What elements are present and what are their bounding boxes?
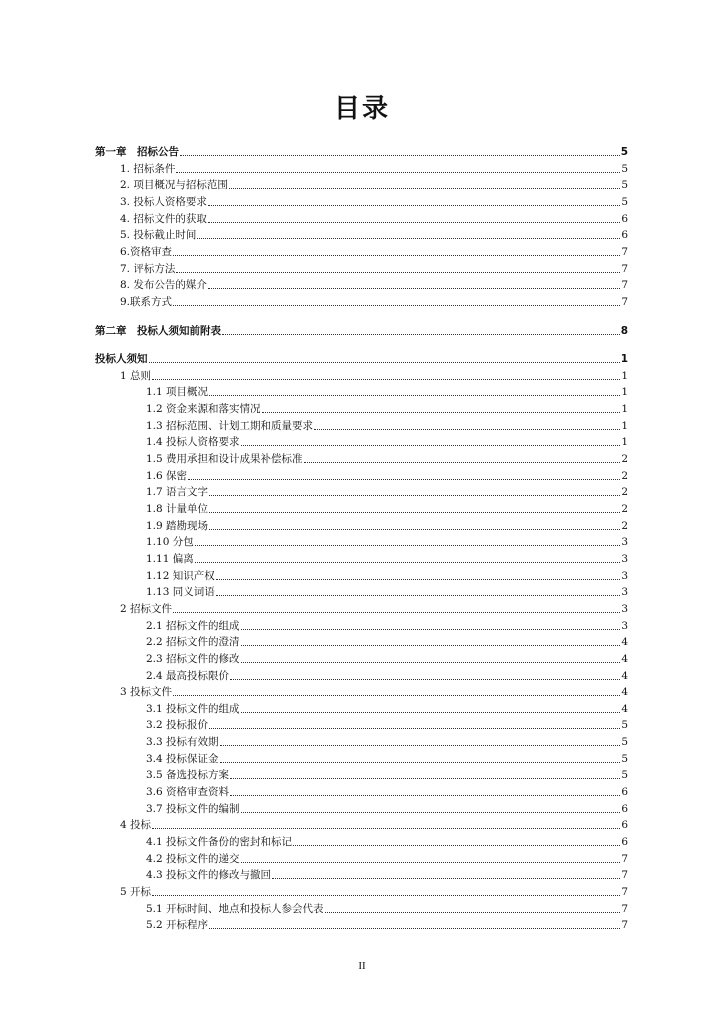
toc-dot-leader [173, 304, 620, 306]
toc-entry-label: 2.1 招标文件的组成 [146, 619, 240, 632]
toc-entry-label: 1.13 同义词语 [146, 586, 215, 599]
toc-entry-label: 5.2 开标程序 [146, 919, 209, 932]
toc-dot-leader [173, 694, 620, 696]
page-title: 目录 [333, 94, 390, 124]
toc-entry-label: 第一章 招标公告 [95, 146, 179, 158]
toc-dot-leader [220, 744, 621, 746]
toc-entry[interactable] [146, 434, 628, 450]
toc-dot-leader [314, 428, 620, 430]
toc-entry-label: 4.3 投标文件的修改与撤回 [146, 869, 272, 882]
toc-entry[interactable] [146, 384, 628, 400]
toc-entry-label: 1.1 项目概况 [146, 386, 209, 399]
toc-entry-label: 2.4 最高投标限价 [146, 669, 230, 682]
toc-dot-leader [152, 827, 620, 829]
toc-entry-page: 3 [621, 619, 628, 632]
toc-entry-page: 7 [621, 279, 628, 292]
toc-entry-page: 5 [621, 195, 628, 208]
toc-entry[interactable] [146, 418, 628, 434]
toc-entry-page: 1 [621, 419, 628, 432]
toc-entry-page: 7 [621, 919, 628, 932]
toc-entry-label: 6.资格审查 [120, 245, 173, 258]
toc-dot-leader [149, 361, 620, 363]
toc-entry-label: 1.6 保密 [146, 469, 188, 482]
toc-entry[interactable] [146, 917, 628, 933]
toc-entry-page: 1 [621, 436, 628, 449]
toc-entry-page: 6 [621, 836, 628, 848]
toc-dot-leader [195, 561, 621, 563]
toc-dot-leader [241, 711, 621, 713]
toc-entry[interactable] [146, 851, 628, 867]
toc-dot-leader [262, 411, 621, 413]
toc-entry-page: 3 [621, 602, 628, 615]
toc-entry-label: 4.2 投标文件的递交 [146, 852, 240, 865]
toc-entry[interactable] [146, 834, 628, 850]
toc-dot-leader [209, 394, 620, 396]
toc-entry[interactable] [146, 501, 628, 517]
toc-entry[interactable] [146, 484, 628, 500]
toc-entry-label: 1.3 招标范围、计划工期和质量要求 [146, 419, 314, 432]
toc-entry-label: 7. 评标方法 [120, 262, 176, 275]
toc-dot-leader [325, 911, 621, 913]
toc-dot-leader [173, 611, 620, 613]
toc-entry[interactable] [146, 717, 628, 733]
toc-entry[interactable] [95, 144, 628, 160]
toc-entry-page: 2 [621, 519, 628, 532]
toc-entry[interactable] [146, 701, 628, 717]
toc-entry-page: 3 [621, 536, 628, 549]
toc-entry-page: 1 [620, 353, 628, 366]
toc-entry-page: 7 [621, 885, 628, 898]
toc-entry-label: 8. 发布公告的媒介 [120, 279, 207, 292]
toc-dot-leader [230, 777, 620, 779]
toc-dot-leader [216, 578, 621, 580]
toc-dot-leader [176, 271, 620, 273]
toc-dot-leader [152, 894, 620, 896]
toc-entry-page: 2 [621, 503, 628, 515]
toc-entry-page: 3 [621, 586, 628, 599]
toc-entry-page: 6 [621, 212, 628, 225]
toc-entry[interactable] [146, 901, 628, 917]
toc-entry[interactable] [146, 401, 628, 417]
toc-entry[interactable] [146, 734, 628, 750]
toc-entry[interactable] [120, 227, 628, 243]
toc-entry[interactable] [95, 351, 628, 367]
toc-entry[interactable] [146, 751, 628, 767]
toc-entry-page: 1 [621, 369, 628, 382]
toc-entry-label: 1. 招标条件 [120, 162, 176, 175]
toc-entry[interactable] [146, 584, 628, 600]
toc-entry-label: 投标人须知 [95, 353, 148, 366]
toc-dot-leader [229, 187, 620, 189]
toc-dot-leader [209, 494, 620, 496]
toc-dot-leader [304, 461, 621, 463]
toc-dot-leader [188, 478, 620, 480]
toc-entry-label: 4 投标 [120, 819, 152, 832]
toc-dot-leader [241, 628, 621, 630]
toc-entry-label: 1.2 资金来源和落实情况 [146, 403, 261, 416]
toc-entry-label: 4.1 投标文件备份的密封和标记 [146, 836, 293, 848]
toc-entry[interactable] [146, 551, 628, 567]
page-number-footer: II [358, 960, 366, 972]
toc-dot-leader [293, 844, 620, 846]
toc-entry[interactable] [146, 534, 628, 550]
toc-entry-label: 2.3 招标文件的修改 [146, 652, 240, 665]
toc-entry[interactable] [120, 684, 628, 700]
toc-entry[interactable] [146, 618, 628, 634]
toc-dot-leader [220, 761, 621, 763]
toc-entry-label: 1.10 分包 [146, 536, 194, 549]
toc-entry-page: 7 [621, 262, 628, 275]
toc-entry[interactable] [146, 468, 628, 484]
toc-dot-leader [152, 378, 620, 380]
toc-entry-page: 5 [621, 769, 628, 782]
toc-entry-page: 7 [621, 245, 628, 258]
toc-entry-page: 2 [621, 486, 628, 499]
toc-entry-page: 5 [621, 719, 628, 732]
toc-entry-label: 1.11 偏离 [146, 552, 194, 565]
toc-entry-label: 3.2 投标报价 [146, 719, 209, 732]
toc-entry-label: 3.6 资格审查资料 [146, 786, 230, 799]
toc-entry-page: 4 [621, 702, 628, 715]
toc-dot-leader [241, 644, 621, 646]
toc-entry[interactable] [120, 177, 628, 193]
toc-entry[interactable] [146, 867, 628, 883]
toc-entry[interactable] [146, 518, 628, 534]
toc-entry-label: 3.5 备选投标方案 [146, 769, 230, 782]
toc-entry[interactable] [120, 294, 628, 310]
toc-entry-page: 1 [621, 386, 628, 399]
toc-entry-label: 3.7 投标文件的编制 [146, 802, 240, 815]
toc-dot-leader [209, 511, 620, 513]
toc-entry[interactable] [120, 161, 628, 177]
toc-entry-label: 1.9 踏勘现场 [146, 519, 209, 532]
toc-dot-leader [173, 254, 620, 256]
toc-dot-leader [209, 528, 620, 530]
toc-entry[interactable] [120, 211, 628, 227]
toc-entry-page: 3 [621, 552, 628, 565]
toc-dot-leader [208, 204, 620, 206]
toc-entry-page: 5 [621, 752, 628, 765]
toc-entry-label: 3.1 投标文件的组成 [146, 702, 240, 715]
toc-entry-label: 2 招标文件 [120, 602, 173, 615]
toc-entry-page: 4 [621, 636, 628, 649]
toc-entry-page: 5 [621, 736, 628, 749]
toc-entry-page: 7 [621, 869, 628, 882]
toc-entry[interactable] [146, 651, 628, 667]
toc-entry-page: 8 [620, 324, 628, 337]
toc-entry[interactable] [120, 884, 628, 900]
toc-entry-label: 3 投标文件 [120, 686, 173, 699]
toc-dot-leader [216, 594, 621, 596]
toc-entry-label: 3. 投标人资格要求 [120, 195, 207, 208]
toc-entry[interactable] [120, 277, 628, 293]
toc-dot-leader [222, 333, 620, 335]
toc-dot-leader [209, 927, 620, 929]
toc-entry[interactable] [120, 368, 628, 384]
toc-entry[interactable] [146, 634, 628, 650]
toc-entry-label: 5. 投标截止时间 [120, 229, 197, 242]
toc-dot-leader [208, 287, 620, 289]
toc-entry[interactable] [120, 817, 628, 833]
toc-entry[interactable] [146, 568, 628, 584]
toc-dot-leader [241, 661, 621, 663]
toc-entry-label: 5.1 开标时间、地点和投标人参会代表 [146, 902, 324, 915]
toc-dot-leader [195, 544, 621, 546]
toc-entry-page: 6 [621, 819, 628, 832]
toc-entry[interactable] [146, 668, 628, 684]
toc-entry[interactable] [146, 451, 628, 467]
toc-entry-label: 1 总则 [120, 369, 152, 382]
toc-entry-page: 4 [621, 669, 628, 682]
toc-entry-label: 2. 项目概况与招标范围 [120, 179, 228, 192]
toc-dot-leader [209, 727, 620, 729]
toc-entry-page: 7 [621, 852, 628, 865]
toc-dot-leader [180, 154, 620, 156]
toc-dot-leader [241, 811, 621, 813]
toc-entry[interactable] [146, 767, 628, 783]
toc-entry-page: 5 [620, 146, 628, 158]
toc-entry-page: 4 [621, 652, 628, 665]
toc-entry-page: 7 [621, 902, 628, 915]
toc-entry[interactable] [120, 601, 628, 617]
toc-entry[interactable] [95, 323, 628, 339]
toc-entry-label: 5 开标 [120, 885, 152, 898]
toc-entry-label: 1.12 知识产权 [146, 569, 215, 582]
toc-dot-leader [208, 221, 620, 223]
toc-entry-page: 3 [621, 569, 628, 582]
toc-entry-label: 4. 招标文件的获取 [120, 212, 207, 225]
toc-entry-page: 7 [621, 295, 628, 308]
toc-entry-label: 2.2 招标文件的澄清 [146, 636, 240, 649]
toc-dot-leader [176, 171, 620, 173]
toc-entry-page: 5 [621, 162, 628, 175]
toc-entry-label: 1.7 语言文字 [146, 486, 209, 499]
toc-dot-leader [241, 444, 621, 446]
toc-dot-leader [230, 678, 620, 680]
toc-entry-label: 1.5 费用承担和设计成果补偿标准 [146, 453, 303, 466]
toc-entry-page: 6 [621, 229, 628, 242]
toc-entry-label: 第二章 投标人须知前附表 [95, 324, 221, 337]
toc-entry[interactable] [146, 784, 628, 800]
toc-dot-leader [272, 877, 620, 879]
toc-entry-label: 9.联系方式 [120, 295, 173, 308]
toc-entry-page: 6 [621, 802, 628, 815]
toc-entry-page: 2 [621, 453, 628, 466]
toc-entry-page: 1 [621, 403, 628, 416]
toc-dot-leader [230, 794, 620, 796]
toc-entry[interactable] [120, 244, 628, 260]
toc-entry-label: 1.4 投标人资格要求 [146, 436, 240, 449]
toc-entry[interactable] [120, 194, 628, 210]
toc-dot-leader [197, 237, 620, 239]
toc-entry[interactable] [120, 261, 628, 277]
toc-entry-page: 4 [621, 686, 628, 699]
toc-entry-label: 3.4 投标保证金 [146, 752, 219, 765]
toc-entry[interactable] [146, 801, 628, 817]
toc-entry-page: 6 [621, 786, 628, 799]
toc-entry-label: 3.3 投标有效期 [146, 736, 219, 749]
toc-entry-page: 2 [621, 469, 628, 482]
toc-dot-leader [241, 861, 621, 863]
toc-entry-label: 1.8 计量单位 [146, 503, 209, 515]
toc-entry-page: 5 [621, 179, 628, 192]
